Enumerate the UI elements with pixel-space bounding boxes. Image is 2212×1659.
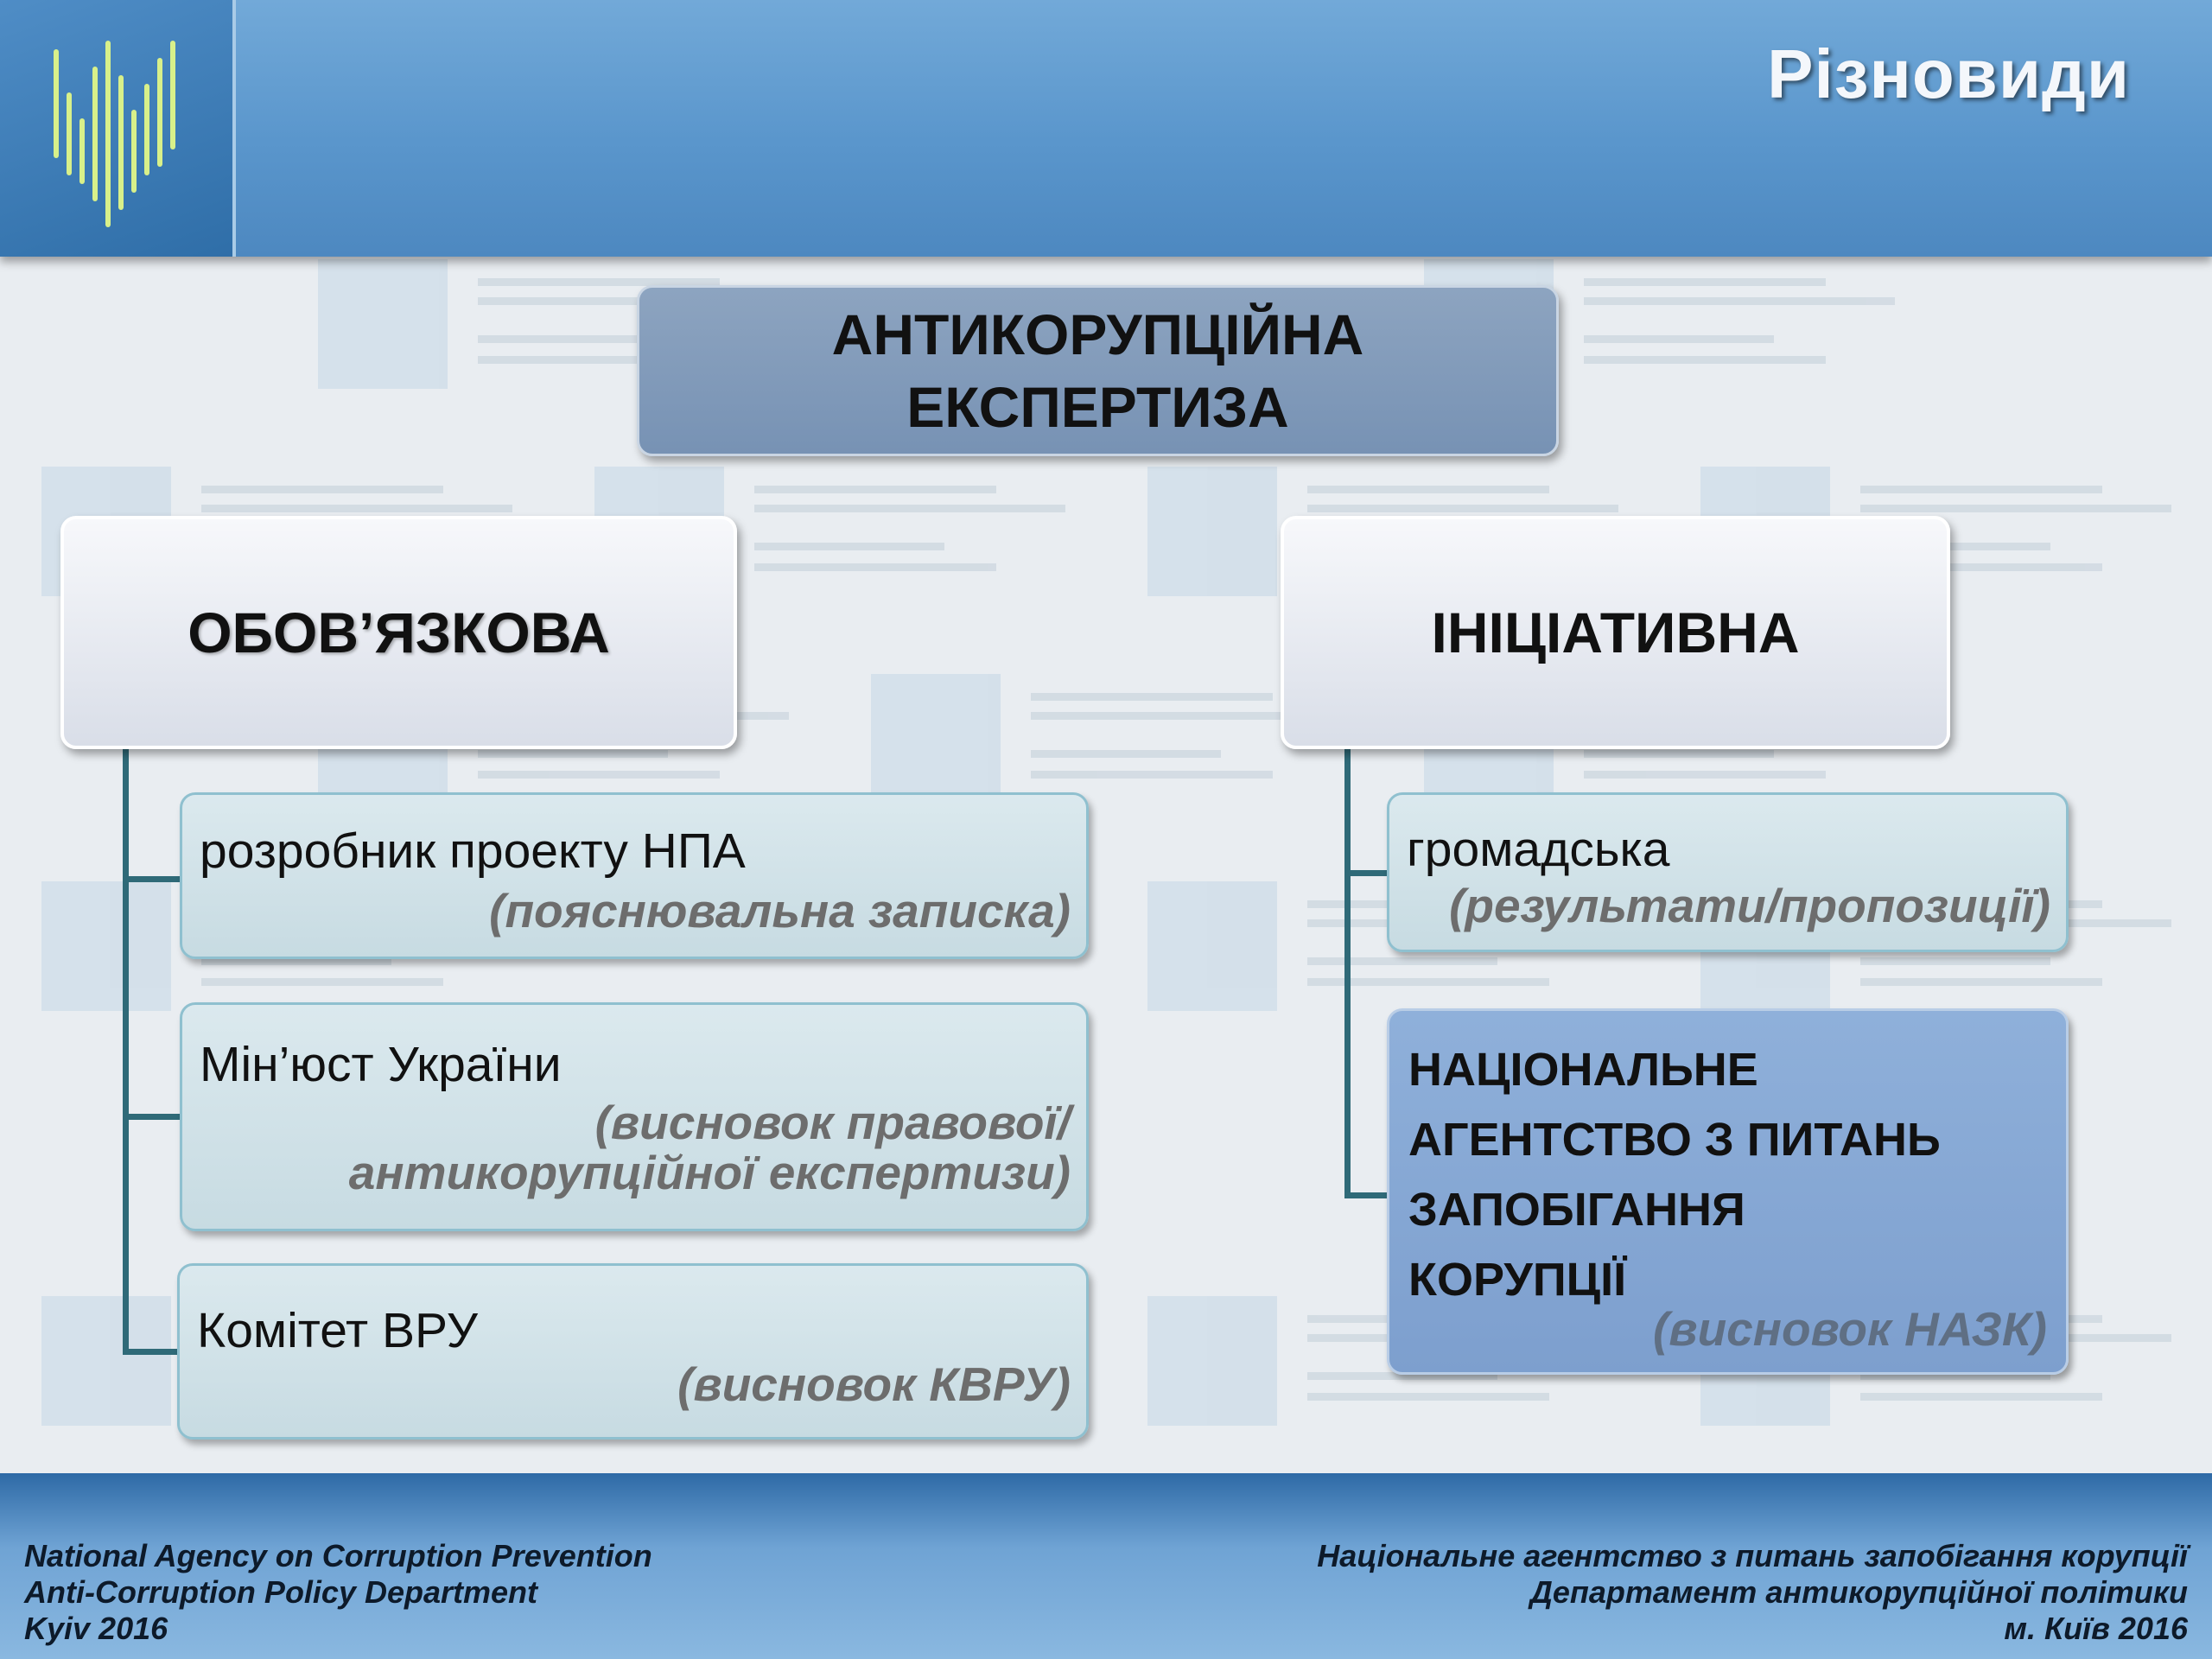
connector-right-1 [1344, 870, 1389, 876]
connector-right-2 [1344, 1192, 1389, 1198]
item-note: (висновок НАЗК) [1653, 1302, 2047, 1356]
root-node [637, 285, 1559, 456]
root-line-2: ЕКСПЕРТИЗА [906, 375, 1289, 439]
footer-right-line: Департамент антикорупційної політики [1529, 1574, 2188, 1610]
category-initiative [1281, 516, 1950, 749]
item-note: (пояснювальна записка) [489, 884, 1071, 938]
item-ministry-justice [180, 1002, 1089, 1231]
item-nazk-line: АГЕНТСТВО З ПИТАНЬ [1408, 1114, 1941, 1166]
item-main: Мін’юст України [200, 1037, 562, 1092]
item-public [1387, 792, 2069, 952]
footer-right-line: Національне агентство з питань запобігання корупції [1317, 1538, 2188, 1573]
item-note: (результати/пропозиції) [1449, 879, 2050, 932]
header-bar [0, 0, 2212, 257]
category-initiative-label: ІНІЦІАТИВНА [1431, 601, 1800, 664]
item-nazk-name [1408, 1035, 1941, 1315]
connector-left-1 [123, 876, 181, 882]
item-note [349, 1097, 1071, 1198]
item-note-line: антикорупційної експертизи) [348, 1146, 1071, 1199]
footer-left-line: Anti-Corruption Policy Department [24, 1574, 538, 1610]
category-mandatory-label: ОБОВ’ЯЗКОВА [188, 601, 610, 664]
connector-right-vertical [1344, 745, 1351, 1198]
root-line-1: АНТИКОРУПЦІЙНА [831, 302, 1364, 366]
connector-left-2 [123, 1114, 181, 1120]
footer-bar [0, 1473, 2212, 1659]
item-note-line: (висновок правової/ [594, 1096, 1071, 1149]
item-nazk [1387, 1008, 2069, 1375]
agency-logo [0, 0, 236, 257]
category-mandatory [60, 516, 737, 749]
footer-right [1317, 1538, 2188, 1647]
connector-left-vertical [123, 745, 129, 1355]
footer-left-line: Kyiv 2016 [24, 1611, 168, 1646]
item-nazk-line: КОРУПЦІЇ [1408, 1254, 1627, 1306]
connector-left-3 [123, 1349, 181, 1355]
footer-left [24, 1538, 652, 1647]
footer-left-line: National Agency on Corruption Prevention [24, 1538, 652, 1573]
item-note: (висновок КВРУ) [677, 1357, 1071, 1411]
item-vru-committee [177, 1263, 1089, 1440]
item-npa-developer [180, 792, 1089, 959]
item-nazk-line: ЗАПОБІГАННЯ [1408, 1184, 1745, 1236]
slide-title: Різновиди [1767, 35, 2130, 112]
item-main: Комітет ВРУ [197, 1303, 478, 1358]
logo-bars-icon [35, 26, 199, 233]
footer-right-line: м. Київ 2016 [2004, 1611, 2188, 1646]
item-main: розробник проекту НПА [200, 823, 746, 879]
item-nazk-line: НАЦІОНАЛЬНЕ [1408, 1044, 1758, 1096]
item-main: громадська [1407, 822, 1670, 877]
